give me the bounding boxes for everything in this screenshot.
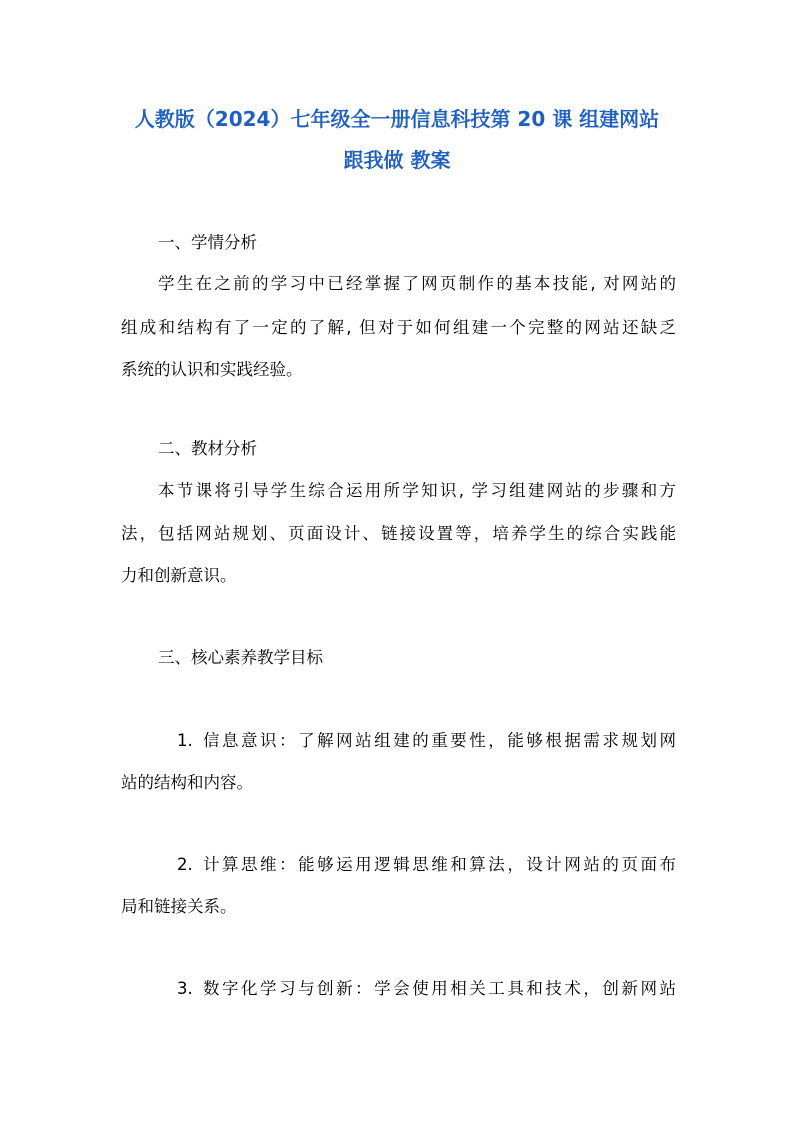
section-heading-material-analysis: 二、教材分析 [158, 439, 257, 458]
paragraph-line: 法，包括网站规划、页面设计、链接设置等，培养学生的综合实践能 [121, 524, 676, 543]
list-item-number: 2. [177, 855, 193, 874]
paragraph-line: 本节课将引导学生综合运用所学知识, 学习组建网站的步骤和方 [158, 481, 676, 500]
list-item-number: 3. [177, 979, 193, 998]
section-heading-core-literacy-goals: 三、核心素养教学目标 [158, 648, 323, 667]
paragraph-line: 系统的认识和实践经验。 [121, 360, 303, 379]
list-item-line: 信息意识：了解网站组建的重要性，能够根据需求规划网 [203, 731, 676, 750]
list-item-number: 1. [177, 731, 193, 750]
list-item-line: 计算思维：能够运用逻辑思维和算法，设计网站的页面布 [203, 855, 676, 874]
list-item-line: 数字化学习与创新：学会使用相关工具和技术，创新网站 [203, 979, 676, 998]
list-item-line: 站的结构和内容。 [121, 773, 253, 792]
list-item-line: 局和链接关系。 [121, 897, 237, 916]
document-title-line-1: 人教版（2024）七年级全一册信息科技第 20 课 组建网站 [134, 107, 660, 131]
paragraph-line: 力和创新意识。 [121, 566, 237, 585]
paragraph-line: 组成和结构有了一定的了解, 但对于如何组建一个完整的网站还缺乏 [121, 318, 676, 337]
document-title-line-2: 跟我做 教案 [343, 148, 451, 172]
paragraph-line: 学生在之前的学习中已经掌握了网页制作的基本技能, 对网站的 [158, 274, 676, 293]
section-heading-learner-analysis: 一、学情分析 [158, 233, 257, 252]
